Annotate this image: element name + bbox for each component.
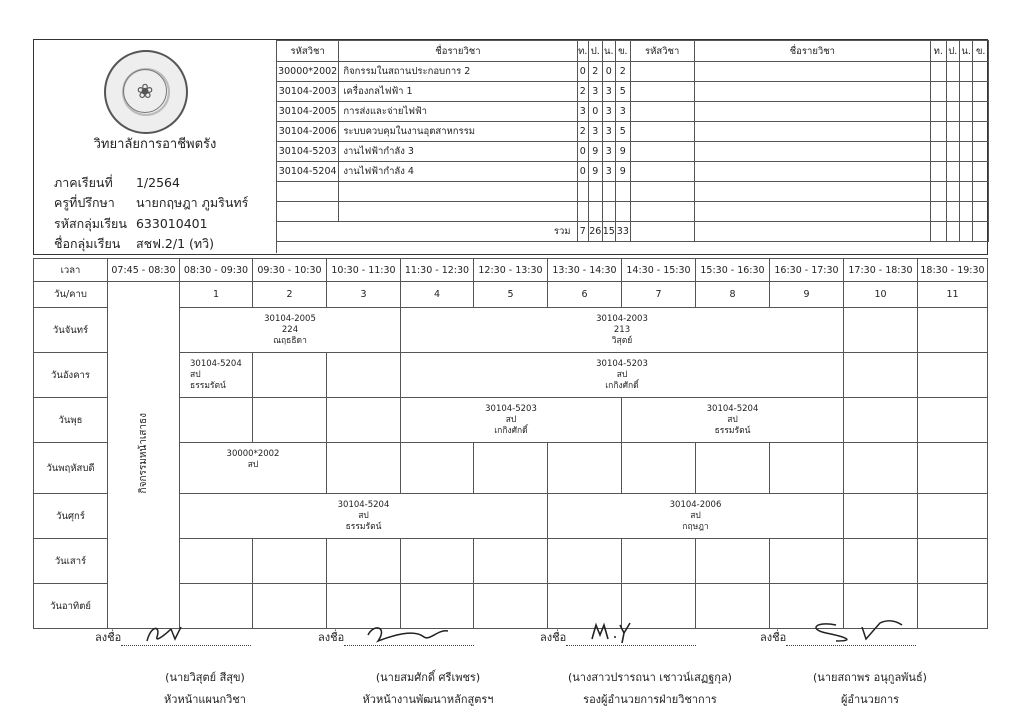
empty-cell [696,443,770,494]
course-row [277,62,989,82]
class-teacher: ธรรมรัตน์ [345,521,382,532]
empty-cell [844,539,918,584]
course-n: 3 [602,122,616,142]
empty-cell [548,443,622,494]
header-name-2: ชื่อรายวิชา [694,41,930,62]
empty-cell [946,142,959,162]
course-code: 30104-2006 [277,122,339,142]
empty-cell [973,222,989,242]
course-row [277,102,989,122]
course-k: 5 [616,122,631,142]
empty-cell [616,182,631,202]
signature-block [760,628,980,708]
empty-cell [694,122,930,142]
empty-cell [277,202,339,222]
course-p: 3 [588,122,602,142]
course-n: 0 [602,62,616,82]
activity-cell [108,282,180,629]
advisor-value: นายกฤษฎา ภูมรินทร์ [135,195,249,210]
course-p: 3 [588,82,602,102]
header-n-2: น. [959,41,972,62]
empty-cell [339,202,577,222]
signature-line [344,631,474,646]
empty-cell [694,62,930,82]
class-code: 30104-5203 [485,403,537,414]
empty-cell [694,182,930,202]
empty-cell [770,443,844,494]
empty-cell [474,584,548,629]
empty-cell [694,102,930,122]
empty-cell [253,539,327,584]
course-name: งานไฟฟ้ากำลัง 4 [339,162,577,182]
header-p: ป. [588,41,602,62]
college-name: วิทยาลัยการอาชีพตรัง [93,137,217,152]
empty-cell [946,82,959,102]
empty-cell [930,162,946,182]
empty-cell [946,222,959,242]
time-slot: 14:30 - 15:30 [622,259,696,282]
course-header-row [277,41,989,62]
empty-cell [696,584,770,629]
college-logo [104,50,188,134]
course-code: 30104-5203 [277,142,339,162]
total-n: 15 [602,222,616,242]
signature-line [786,631,916,646]
course-row [277,82,989,102]
signature-line [121,631,251,646]
empty-cell [973,102,989,122]
empty-cell [930,202,946,222]
empty-cell [694,82,930,102]
class-block [622,398,844,443]
period-number: 7 [622,282,696,308]
empty-cell [946,202,959,222]
course-t: 2 [577,82,588,102]
class-block [401,308,844,353]
class-teacher: กฤษฎา [682,521,709,532]
course-k: 9 [616,162,631,182]
empty-cell [694,142,930,162]
day-label: วันพุธ [34,398,108,443]
header-k-2: ข. [973,41,989,62]
time-slot: 10:30 - 11:30 [327,259,401,282]
period-number: 2 [253,282,327,308]
time-slot: 18:30 - 19:30 [918,259,988,282]
empty-cell [696,539,770,584]
time-label: เวลา [34,259,108,282]
signer-position: หัวหน้าแผนกวิชา [164,693,246,706]
class-room: สป [190,369,201,380]
empty-cell [973,162,989,182]
class-code: 30000*2002 [226,449,280,459]
empty-cell [327,584,401,629]
class-room: สป [358,510,369,521]
empty-cell [918,584,988,629]
signature-block [95,628,315,708]
period-number: 9 [770,282,844,308]
empty-cell [844,353,918,398]
course-row [277,122,989,142]
period-number: 4 [401,282,474,308]
group-code-label: รหัสกลุ่มเรียน [54,216,127,231]
empty-cell [253,398,327,443]
empty-cell [253,584,327,629]
signature-line [566,631,696,646]
empty-cell [401,539,474,584]
time-slot: 11:30 - 12:30 [401,259,474,282]
empty-cell [918,398,988,443]
handwritten-signature [141,623,201,645]
empty-cell [180,584,253,629]
course-p: 9 [588,162,602,182]
empty-cell [401,584,474,629]
class-code: 30104-2006 [669,499,722,510]
empty-cell [474,443,548,494]
time-slot: 08:30 - 09:30 [180,259,253,282]
course-name: เครื่องกลไฟฟ้า 1 [339,82,577,102]
class-code: 30104-5204 [706,403,759,414]
class-block [548,494,844,539]
course-row [277,162,989,182]
header-code: รหัสวิชา [277,41,339,62]
class-code: 30104-5203 [596,358,648,369]
empty-cell [630,62,694,82]
day-label: วันอังคาร [34,353,108,398]
course-t: 3 [577,102,588,122]
header-code-2: รหัสวิชา [630,41,694,62]
activity-label: กิจกรรมหน้าเสาธง [138,413,149,494]
course-row-empty [277,202,989,222]
signer-position: หัวหน้างานพัฒนาหลักสูตรฯ [362,693,494,706]
signer-name: (นายสถาพร อนุกูลพันธ์) [813,671,927,684]
class-block [180,353,253,398]
time-slot: 12:30 - 13:30 [474,259,548,282]
empty-cell [930,82,946,102]
advisor-row [54,193,248,213]
sign-label: ลงชื่อ [760,631,787,644]
course-code: 30000*2002 [277,62,339,82]
empty-cell [959,182,972,202]
empty-cell [694,202,930,222]
course-code: 30104-2003 [277,82,339,102]
empty-cell [327,443,401,494]
class-room: 213 [613,324,631,335]
empty-cell [918,443,988,494]
course-t: 0 [577,142,588,162]
class-code: 30104-5204 [190,358,242,369]
header-n: น. [602,41,616,62]
group-name-row [54,234,214,254]
empty-cell [959,62,972,82]
time-slot: 15:30 - 16:30 [696,259,770,282]
empty-cell [959,162,972,182]
empty-cell [973,182,989,202]
signer-name: (นายสมศักดิ์ ศรีเพชร) [375,671,481,684]
course-n: 3 [602,102,616,122]
empty-cell [630,182,694,202]
empty-cell [946,122,959,142]
empty-cell [930,102,946,122]
total-k: 33 [616,222,631,242]
empty-cell [918,353,988,398]
class-block [180,443,327,494]
time-slot: 13:30 - 14:30 [548,259,622,282]
empty-cell [630,202,694,222]
empty-cell [930,182,946,202]
time-slot: 16:30 - 17:30 [770,259,844,282]
sign-label: ลงชื่อ [318,631,345,644]
empty-cell [946,62,959,82]
day-label: วันอาทิตย์ [34,584,108,629]
class-room: สป [616,369,628,380]
class-block [180,308,401,353]
empty-cell [327,398,401,443]
empty-cell [602,202,616,222]
class-code: 30104-5204 [337,499,390,510]
period-label: วัน/คาบ [34,282,108,308]
course-total-row [277,222,989,242]
course-code: 30104-2005 [277,102,339,122]
empty-cell [918,494,988,539]
period-number: 11 [918,282,988,308]
empty-cell [844,308,918,353]
empty-cell [946,102,959,122]
empty-cell [844,398,918,443]
course-t: 0 [577,62,588,82]
course-name: การส่งและจ่ายไฟฟ้า [339,102,577,122]
empty-cell [622,443,696,494]
header-t: ท. [577,41,588,62]
day-label: วันศุกร์ [34,494,108,539]
course-k: 9 [616,142,631,162]
empty-cell [401,443,474,494]
empty-cell [339,182,577,202]
timetable [33,258,988,629]
course-n: 3 [602,142,616,162]
course-t: 2 [577,122,588,142]
empty-cell [630,122,694,142]
period-number: 10 [844,282,918,308]
semester-value: 1/2564 [135,175,180,190]
empty-cell [474,539,548,584]
day-label: วันเสาร์ [34,539,108,584]
course-name: กิจกรรมในสถานประกอบการ 2 [339,62,577,82]
empty-cell [930,122,946,142]
empty-cell [622,539,696,584]
empty-cell [548,539,622,584]
course-table [276,40,989,242]
empty-cell [844,494,918,539]
period-number: 3 [327,282,401,308]
class-teacher: ธรรมรัตน์ [714,425,751,436]
course-k: 2 [616,62,631,82]
course-k: 3 [616,102,631,122]
class-room: สป [690,510,701,521]
time-slot: 09:30 - 10:30 [253,259,327,282]
empty-cell [180,398,253,443]
signature-block [540,628,760,708]
period-row [34,282,988,308]
course-summary-section [33,39,988,255]
class-teacher: เกกิงศักดิ์ [605,380,639,391]
class-block [401,398,622,443]
empty-cell [577,182,588,202]
period-number: 8 [696,282,770,308]
signer-position: ผู้อำนวยการ [840,693,900,706]
empty-cell [630,82,694,102]
class-room: สป [727,414,738,425]
course-k: 5 [616,82,631,102]
header-t-2: ท. [930,41,946,62]
empty-cell [930,62,946,82]
empty-cell [180,539,253,584]
class-teacher: วิสุตย์ [611,335,633,346]
handwritten-signature [364,623,454,645]
course-code: 30104-5204 [277,162,339,182]
empty-cell [630,102,694,122]
empty-cell [630,222,694,242]
course-row [277,142,989,162]
header-p-2: ป. [946,41,959,62]
class-teacher: ธรรมรัตน์ [190,380,226,391]
group-code-row [54,214,208,234]
semester-row [54,173,180,193]
advisor-label: ครูที่ปรึกษา [54,195,115,210]
total-p: 26 [588,222,602,242]
empty-cell [973,122,989,142]
group-code-value: 633010401 [135,216,208,231]
empty-cell [959,102,972,122]
empty-cell [694,162,930,182]
total-t: 7 [577,222,588,242]
empty-cell [959,142,972,162]
course-name: งานไฟฟ้ากำลัง 3 [339,142,577,162]
semester-label: ภาคเรียนที่ [54,175,113,190]
course-n: 3 [602,82,616,102]
empty-cell [973,82,989,102]
empty-cell [973,142,989,162]
course-name: ระบบควบคุมในงานอุตสาหกรรม [339,122,577,142]
course-p: 9 [588,142,602,162]
class-code: 30104-2003 [596,313,648,324]
time-slot: 17:30 - 18:30 [844,259,918,282]
group-name-value: สชฟ.2/1 (ทวิ) [135,236,215,251]
period-number: 5 [474,282,548,308]
empty-cell [918,539,988,584]
empty-cell [577,202,588,222]
empty-cell [973,202,989,222]
handwritten-signature [586,621,646,645]
day-label: วันจันทร์ [34,308,108,353]
class-room: สป [505,414,517,425]
empty-cell [327,353,401,398]
empty-cell [277,182,339,202]
time-slot: 07:45 - 08:30 [108,259,180,282]
empty-cell [630,142,694,162]
course-p: 2 [588,62,602,82]
handwritten-signature [806,619,906,645]
class-block [401,353,844,398]
class-room: สป [247,460,259,470]
empty-cell [327,539,401,584]
course-p: 0 [588,102,602,122]
class-block [180,494,548,539]
day-label: วันพฤหัสบดี [34,443,108,494]
time-row [34,259,988,282]
empty-cell [930,222,946,242]
period-number: 6 [548,282,622,308]
empty-cell [844,443,918,494]
empty-cell [918,308,988,353]
total-label: รวม [277,222,578,242]
period-number: 1 [180,282,253,308]
sign-label: ลงชื่อ [95,631,122,644]
class-teacher: เกกิงศักดิ์ [494,425,528,436]
emblem-icon: ❀ [123,69,167,113]
signer-position: รองผู้อำนวยการฝ่ายวิชาการ [583,693,717,706]
empty-cell [959,82,972,102]
empty-cell [616,202,631,222]
class-code: 30104-2005 [264,313,316,324]
empty-cell [694,222,930,242]
empty-cell [959,202,972,222]
signature-block [318,628,538,708]
empty-cell [946,182,959,202]
empty-cell [588,182,602,202]
college-info-panel [34,40,277,253]
class-room: 224 [281,324,299,335]
empty-cell [959,122,972,142]
empty-cell [973,62,989,82]
sign-label: ลงชื่อ [540,631,567,644]
header-k: ข. [616,41,631,62]
empty-cell [770,539,844,584]
empty-cell [946,162,959,182]
empty-cell [602,182,616,202]
course-n: 3 [602,162,616,182]
class-teacher: ณฤธธิดา [273,335,307,346]
empty-cell [630,162,694,182]
empty-cell [930,142,946,162]
empty-cell [588,202,602,222]
group-name-label: ชื่อกลุ่มเรียน [54,236,121,251]
empty-cell [959,222,972,242]
signer-name: (นางสาวปรารถนา เชาวน์เสฏฐกุล) [568,671,732,684]
course-row-empty [277,182,989,202]
signer-name: (นายวิสุตย์ สีสุข) [165,671,245,684]
course-t: 0 [577,162,588,182]
empty-cell [253,353,327,398]
header-name: ชื่อรายวิชา [339,41,577,62]
